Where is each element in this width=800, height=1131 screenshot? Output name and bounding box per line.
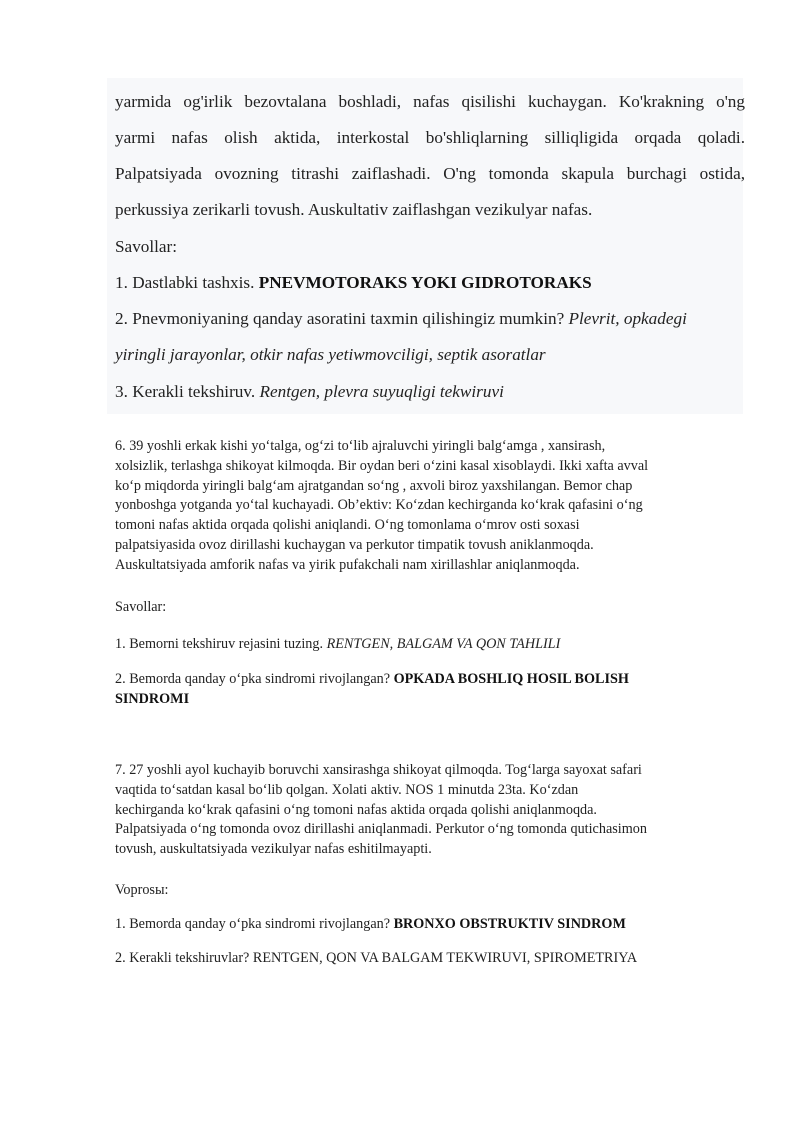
case6-question-2: 2. Bemorda qanday o‘pka sindromi rivojlangan? OPKADA BOSHLIQ HOSIL BOLISH: [115, 671, 629, 687]
case7-questions-label: Voprosы:: [115, 882, 169, 898]
case7-question-2: 2. Kerakli tekshiruvlar? RENTGEN, QON VA BALGAM TEKWIRUVI, SPIROMETRIYA: [115, 950, 638, 966]
case6-answer-2-part1: OPKADA BOSHLIQ HOSIL BOLISH: [393, 671, 629, 687]
case5-answer-2-part1: Plevrit, opkadegi: [568, 309, 687, 328]
case5-paragraph-line-3: Palpatsiyada ovozning titrashi zaiflashadi. O'ng tomonda skapula burchagi ostida,: [115, 164, 745, 183]
case5-questions-label: Savollar:: [115, 237, 178, 256]
case5-paragraph-line-2: yarmi nafas olish aktida, interkostal bo'shliqlarning silliqligida orqada qoladi.: [115, 128, 745, 147]
case5-paragraph-line-4: perkussiya zerikarli tovush. Auskultativ zaiflashgan vezikulyar nafas.: [115, 200, 593, 219]
case5-answer-1: PNEVMOTORAKS YOKI GIDROTORAKS: [258, 273, 592, 292]
case6-answer-2-continuation: SINDROMI: [115, 691, 190, 707]
case5-paragraph-line-1: yarmida og'irlik bezovtalana boshladi, nafas qisilishi kuchaygan. Ko'krakning o'ng: [115, 92, 745, 111]
case5-question-2: 2. Pnevmoniyaning qanday asoratini taxmin qilishingiz mumkin? Plevrit, opkadegi: [115, 309, 687, 328]
case5-answer-2-continuation: yiringli jarayonlar, otkir nafas yetiwmovciligi, septik asoratlar: [115, 345, 546, 364]
case7-question-1: 1. Bemorda qanday o‘pka sindromi rivojlangan? BRONXO OBSTRUKTIV SINDROM: [115, 916, 626, 932]
case6-answer-1: RENTGEN, BALGAM VA QON TAHLILI: [326, 636, 561, 652]
case5-question-3: 3. Kerakli tekshiruv. Rentgen, plevra suyuqligi tekwiruvi: [115, 382, 504, 401]
case5-answer-3: Rentgen, plevra suyuqligi tekwiruvi: [259, 382, 504, 401]
case6-question-1: 1. Bemorni tekshiruv rejasini tuzing. RENTGEN, BALGAM VA QON TAHLILI: [115, 636, 561, 652]
case6-questions-label: Savollar:: [115, 599, 167, 615]
case7-paragraph: 7. 27 yoshli ayol kuchayib boruvchi xansirashga shikoyat qilmoqda. Tog‘larga sayoxat safari vaqtida to‘satdan kasal bo‘lib qolgan. Xolati aktiv. NOS 1 minutda 23ta. Ko‘zdan kechirganda ko‘krak qafasini o‘ng tomoni nafas aktida orqada qolishi aniqlanmoqda. Palpatsiyada o‘ng tomonda ovoz dirillashi aniqlanmadi. Perkutor o‘ng tomonda qutichasimon tovush, auskultatsiyada vezikulyar nafas eshitilmayapti.: [115, 762, 647, 858]
case6-paragraph: 6. 39 yoshli erkak kishi yo‘talga, og‘zi to‘lib ajraluvchi yiringli balg‘amga , xansirash, xolsizlik, terlashga shikoyat kilmoqda. Bir oydan beri o‘zini kasal xisoblaydi. Ikki xafta avval ko‘p miqdorda yiringli balg‘am ajratgandan so‘ng , axvoli biroz yaxshilangan. Bemor chap yonboshga yotganda yo‘tal kuchayadi. Ob’ektiv: Ko‘zdan kechirganda ko‘krak qafasini o‘ng tomoni nafas aktida orqada qolishi aniqlandi. O‘ng tomonlama o‘mrov osti soxasi palpatsiyasida ovoz dirillashi kuchaygan va perkutor timpatik tovush aniklanmoqda. Auskultatsiyada amforik nafas va yirik pufakchali nam xirillashlar aniqlanmoqda.: [115, 438, 649, 573]
case5-question-1: 1. Dastlabki tashxis. PNEVMOTORAKS YOKI GIDROTORAKS: [115, 273, 592, 292]
case7-answer-1: BRONXO OBSTRUKTIV SINDROM: [393, 916, 626, 932]
